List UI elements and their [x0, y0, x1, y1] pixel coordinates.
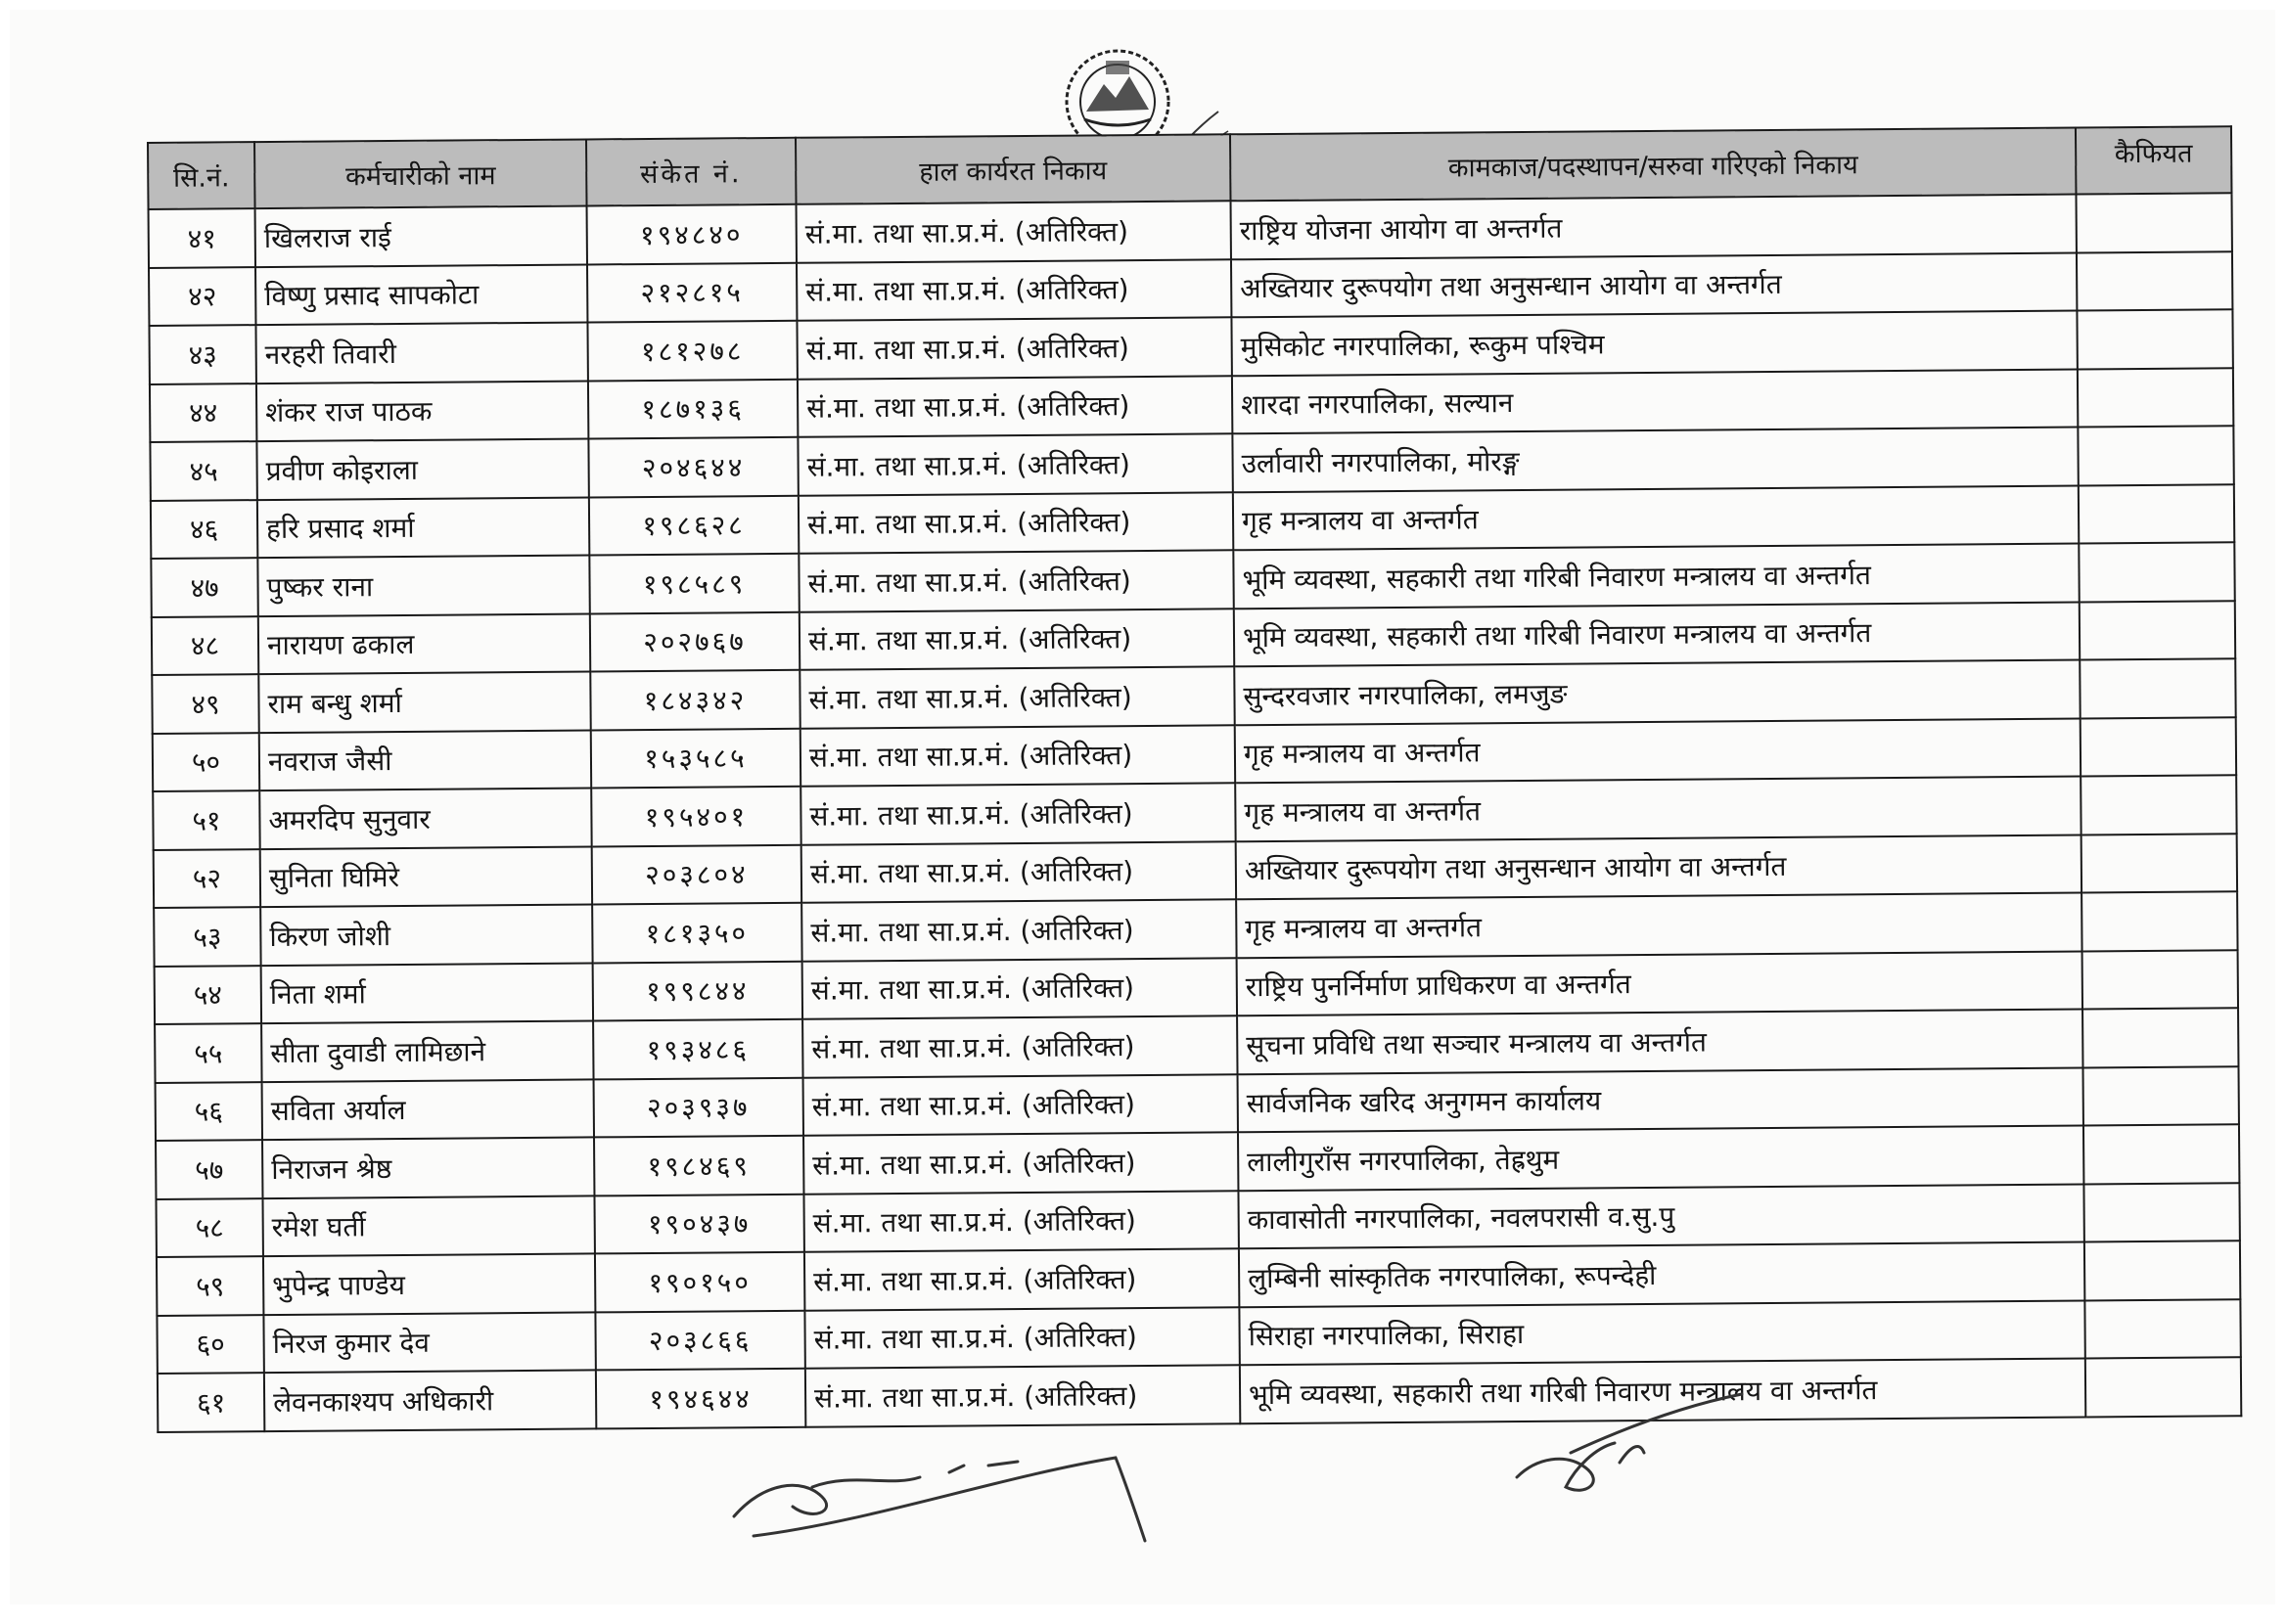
cell-current-office: सं.मा. तथा सा.प्र.मं. (अतिरिक्त)	[802, 1015, 1237, 1077]
cell-posting-office: गृह मन्त्रालय वा अन्तर्गत	[1236, 892, 2081, 957]
cell-current-office: सं.मा. तथा सा.प्र.मं. (अतिरिक्त)	[803, 1191, 1238, 1252]
cell-employee-name: सीता दुवाडी लामिछाने	[261, 1020, 593, 1081]
cell-remarks	[2084, 1299, 2240, 1359]
cell-remarks	[2078, 368, 2233, 428]
document-page	[10, 10, 2275, 1604]
cell-employee-name: भुपेन्द्र पाण्डेय	[263, 1253, 595, 1314]
cell-sn: ४९	[152, 674, 258, 733]
cell-posting-office: कावासोती नगरपालिका, नवलपरासी व.सु.पु	[1238, 1184, 2083, 1248]
cell-employee-name: सविता अर्याल	[262, 1079, 594, 1140]
cell-posting-office: मुसिकोट नगरपालिका, रूकुम पश्चिम	[1231, 311, 2077, 376]
header-posting-office: कामकाज/पदस्थापन/सरुवा गरिएको निकाय	[1230, 128, 2077, 202]
cell-employee-name: निता शर्मा	[261, 963, 593, 1023]
cell-posting-office: अख्तियार दुरूपयोग तथा अनुसन्धान आयोग वा अन्तर्गत	[1231, 252, 2077, 317]
cell-employee-name: नरहरी तिवारी	[255, 322, 587, 383]
cell-sn: ४७	[151, 558, 257, 616]
cell-remarks	[2084, 1241, 2240, 1300]
cell-sn: ५९	[157, 1256, 263, 1315]
posting-table	[147, 125, 2242, 1432]
cell-code-number: १९४६४४	[596, 1369, 805, 1428]
cell-current-office: सं.मा. तथा सा.प्र.मं. (अतिरिक्त)	[799, 492, 1233, 554]
cell-employee-name: सुनिता घिमिरे	[260, 846, 592, 907]
cell-sn: ४६	[151, 500, 257, 559]
cell-remarks	[2083, 1124, 2239, 1184]
cell-sn: ५४	[155, 966, 261, 1024]
cell-employee-name: हरि प्रसाद शर्मा	[257, 497, 589, 558]
cell-current-office: सं.मा. तथा सा.प्र.मं. (अतिरिक्त)	[803, 1132, 1238, 1194]
cell-current-office: सं.मा. तथा सा.प्र.मं. (अतिरिक्त)	[804, 1248, 1239, 1310]
cell-employee-name: अमरदिप सुनुवार	[259, 788, 591, 848]
cell-sn: ५३	[154, 907, 260, 966]
cell-code-number: २०३९३७	[594, 1077, 803, 1137]
cell-current-office: सं.मा. तथा सा.प्र.मं. (अतिरिक्त)	[798, 433, 1232, 495]
cell-posting-office: लुम्बिनी सांस्कृतिक नगरपालिका, रूपन्देही	[1239, 1241, 2084, 1306]
cell-posting-office: उर्लावारी नगरपालिका, मोरङ्ग	[1232, 428, 2078, 492]
cell-posting-office: गृह मन्त्रालय वा अन्तर्गत	[1233, 485, 2079, 550]
cell-remarks	[2082, 1008, 2238, 1067]
cell-remarks	[2077, 309, 2232, 369]
cell-sn: ५५	[155, 1023, 261, 1082]
cell-remarks	[2079, 484, 2234, 544]
cell-posting-office: भूमि व्यवस्था, सहकारी तथा गरिबी निवारण मन्त्रालय वा अन्तर्गत	[1240, 1358, 2085, 1422]
cell-current-office: सं.मा. तथा सा.प्र.मं. (अतिरिक्त)	[800, 725, 1235, 787]
cell-employee-name: नारायण ढकाल	[258, 613, 590, 674]
cell-sn: ५८	[156, 1198, 262, 1257]
cell-employee-name: खिलराज राई	[255, 205, 587, 266]
cell-current-office: सं.मा. तथा सा.प्र.मं. (अतिरिक्त)	[799, 550, 1233, 611]
cell-code-number: १८१२७८	[587, 321, 797, 381]
header-current-office: हाल कार्यरत निकाय	[796, 134, 1231, 203]
cell-remarks	[2085, 1357, 2241, 1417]
cell-sn: ४१	[149, 208, 255, 267]
cell-remarks	[2081, 717, 2236, 777]
header-remarks: कैफियत	[2076, 126, 2232, 194]
cell-code-number: १९०४३७	[594, 1194, 803, 1253]
cell-code-number: १९०१५०	[595, 1252, 804, 1312]
cell-current-office: सं.मा. तथा सा.प्र.मं. (अतिरिक्त)	[800, 609, 1234, 670]
cell-current-office: सं.मा. तथा सा.प्र.मं. (अतिरिक्त)	[797, 201, 1231, 262]
cell-code-number: २०२७६७	[590, 611, 800, 671]
cell-code-number: १८१३५०	[592, 903, 801, 963]
cell-code-number: १५३५८५	[591, 728, 800, 788]
cell-current-office: सं.मा. तथा सा.प्र.मं. (अतिरिक्त)	[797, 317, 1231, 379]
cell-sn: ४८	[152, 616, 258, 675]
cell-posting-office: गृह मन्त्रालय वा अन्तर्गत	[1235, 718, 2081, 783]
cell-employee-name: पुष्कर राना	[257, 555, 589, 615]
cell-current-office: सं.मा. तथा सा.प्र.मं. (अतिरिक्त)	[805, 1365, 1240, 1426]
cell-posting-office: शारदा नगरपालिका, सल्यान	[1232, 369, 2078, 433]
cell-remarks	[2081, 891, 2237, 951]
cell-code-number: १९४८४०	[587, 204, 797, 264]
cell-posting-office: अख्तियार दुरूपयोग तथा अनुसन्धान आयोग वा अन्तर्गत	[1236, 835, 2081, 899]
cell-sn: ४३	[149, 325, 255, 383]
cell-posting-office: गृह मन्त्रालय वा अन्तर्गत	[1235, 776, 2081, 840]
cell-employee-name: शंकर राज पाठक	[256, 381, 588, 441]
cell-remarks	[2083, 1183, 2239, 1242]
cell-employee-name: नवराज जैसी	[259, 730, 591, 790]
cell-employee-name: प्रवीण कोइराला	[256, 438, 588, 499]
cell-code-number: १९८४६९	[594, 1136, 803, 1195]
cell-employee-name: लेवनकाश्यप अधिकारी	[264, 1370, 596, 1430]
cell-sn: ५६	[156, 1082, 262, 1141]
cell-posting-office: लालीगुराँस नगरपालिका, तेह्रथुम	[1238, 1125, 2083, 1190]
cell-sn: ५७	[156, 1140, 262, 1198]
cell-posting-office: राष्ट्रिय पुनर्निर्माण प्राधिकरण वा अन्तर्गत	[1237, 951, 2082, 1015]
cell-remarks	[2081, 834, 2237, 893]
cell-remarks	[2080, 658, 2235, 718]
cell-sn: ५१	[153, 790, 259, 849]
cell-remarks	[2080, 601, 2235, 660]
handwritten-signature-icon	[734, 1458, 1145, 1541]
cell-code-number: १९५४०१	[591, 787, 800, 846]
cell-code-number: २१२८१५	[587, 262, 797, 322]
cell-posting-office: भूमि व्यवस्था, सहकारी तथा गरिबी निवारण मन्त्रालय वा अन्तर्गत	[1233, 544, 2079, 609]
table-body	[149, 193, 2242, 1431]
cell-code-number: १९९८४४	[593, 961, 802, 1020]
cell-current-office: सं.मा. तथा सा.प्र.मं. (अतिरिक्त)	[801, 899, 1236, 961]
cell-posting-office: सूचना प्रविधि तथा सञ्चार मन्त्रालय वा अन्तर्गत	[1237, 1009, 2082, 1073]
cell-code-number: २०३८६६	[595, 1310, 804, 1370]
cell-posting-office: सार्वजनिक खरिद अनुगमन कार्यालय	[1238, 1067, 2083, 1132]
cell-current-office: सं.मा. तथा सा.प्र.मं. (अतिरिक्त)	[800, 666, 1234, 728]
cell-employee-name: राम बन्धु शर्मा	[258, 671, 590, 732]
cell-posting-office: राष्ट्रिय योजना आयोग वा अन्तर्गत	[1231, 195, 2077, 259]
cell-remarks	[2082, 950, 2238, 1010]
cell-current-office: सं.मा. तथा सा.प्र.मं. (अतिरिक्त)	[804, 1307, 1239, 1369]
cell-remarks	[2077, 251, 2232, 311]
cell-posting-office: सुन्दरवजार नगरपालिका, लमजुङ	[1234, 660, 2080, 725]
cell-sn: ४५	[150, 441, 256, 500]
cell-sn: ६१	[158, 1373, 264, 1431]
cell-sn: ५०	[153, 733, 259, 791]
cell-employee-name: निराजन श्रेष्ठ	[262, 1137, 594, 1197]
cell-current-office: सं.मा. तथा सा.प्र.मं. (अतिरिक्त)	[798, 376, 1232, 437]
header-code-number: संकेत नं.	[586, 138, 797, 206]
cell-code-number: १८७१३६	[588, 379, 798, 438]
cell-remarks	[2078, 426, 2233, 485]
cell-employee-name: विष्णु प्रसाद सापकोटा	[255, 264, 587, 325]
cell-code-number: १९८६२८	[589, 495, 799, 555]
posting-table-wrapper	[147, 126, 2193, 1433]
cell-sn: ४४	[150, 383, 256, 442]
cell-code-number: १९८५८९	[589, 554, 799, 613]
cell-code-number: २०३८०४	[592, 844, 801, 904]
cell-remarks	[2081, 775, 2236, 835]
cell-employee-name: रमेश घर्ती	[262, 1195, 594, 1256]
cell-current-office: सं.मा. तथा सा.प्र.मं. (अतिरिक्त)	[803, 1074, 1238, 1136]
cell-sn: ६०	[157, 1315, 263, 1374]
cell-remarks	[2079, 542, 2234, 602]
cell-remarks	[2076, 193, 2231, 252]
cell-code-number: २०४६४४	[588, 437, 798, 497]
cell-current-office: सं.मा. तथा सा.प्र.मं. (अतिरिक्त)	[801, 841, 1236, 903]
cell-employee-name: निरज कुमार देव	[263, 1312, 595, 1373]
cell-sn: ५२	[154, 849, 260, 908]
cell-current-office: सं.मा. तथा सा.प्र.मं. (अतिरिक्त)	[800, 783, 1235, 844]
cell-current-office: सं.मा. तथा सा.प्र.मं. (अतिरिक्त)	[802, 958, 1237, 1019]
cell-posting-office: भूमि व्यवस्था, सहकारी तथा गरिबी निवारण मन्त्रालय वा अन्तर्गत	[1234, 602, 2080, 666]
cell-current-office: सं.मा. तथा सा.प्र.मं. (अतिरिक्त)	[797, 259, 1231, 321]
header-employee-name: कर्मचारीको नाम	[254, 139, 587, 208]
cell-sn: ४२	[149, 267, 255, 326]
header-sn: सि.नं.	[148, 142, 255, 209]
cell-remarks	[2082, 1066, 2238, 1126]
cell-code-number: १८४३४२	[590, 670, 800, 730]
cell-employee-name: किरण जोशी	[260, 904, 592, 965]
cell-posting-office: सिराहा नगरपालिका, सिराहा	[1239, 1300, 2084, 1365]
cell-code-number: १९३४८६	[593, 1019, 802, 1079]
